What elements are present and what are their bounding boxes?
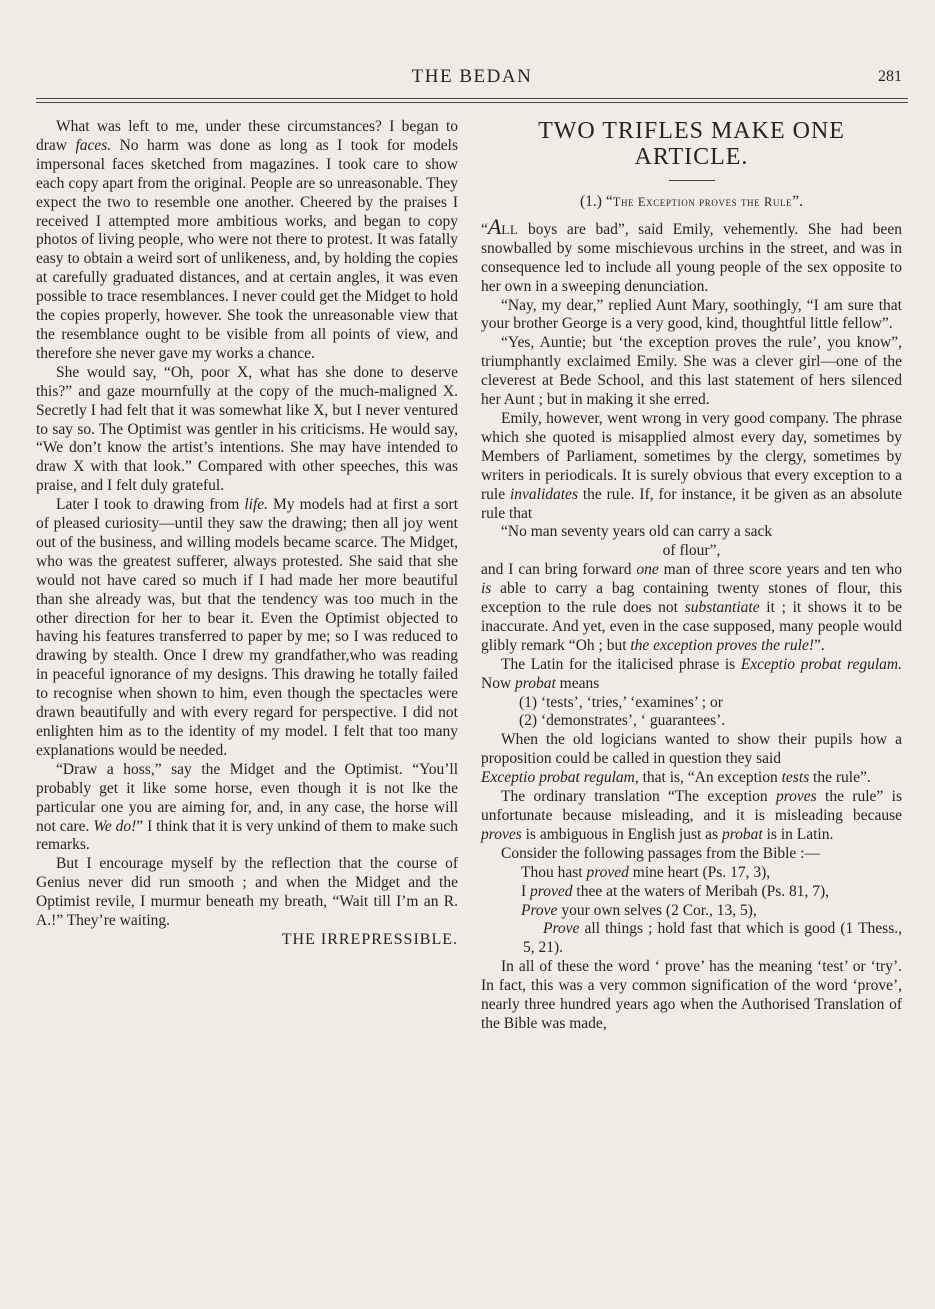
paragraph: Later I took to drawing from life. My models had at first a sort of pleased curiosity—until they saw the drawing; then all joy went out of the business, and willing models became scarce. The Midget, who was the greatest sufferer, always protested. She said that she would not have cared so much if I had made her more beautiful than she already was, but that the tendency was too much in the other direction for her to bear it. Even the Optimist objected to having his features transferred to paper by me; so I was reduced to drawing by stealth. Once I drew my grandfather,who was reading in peaceful ignorance of my designs. This drawing he totally failed to recognise when shown to him, even though the spectacles were drawn beautifully and with every regard for perspective. I did not enlighten him as to the identity of my model. I felt that too many explanations would be needed. xyxy=(36,496,458,759)
drop-cap: A xyxy=(487,213,502,239)
right-column xyxy=(481,118,902,1034)
bible-verse: Thou hast proved mine heart (Ps. 17, 3), xyxy=(521,863,771,881)
paragraph: Emily, however, went wrong in very good company. The phrase which she quoted is misapplied almost every day, sometimes by Members of Parliament, sometimes by the clergy, sometimes by writers in periodicals. It is surely obvious that every exception to a rule invalidates the rule. If, for instance, it be given as an absolute rule that xyxy=(481,409,902,522)
paragraph: Exceptio probat regulam, that is, “An exception tests the rule”. xyxy=(481,769,871,787)
header-rule xyxy=(36,98,908,103)
bible-verse: I proved thee at the waters of Meribah (Ps. 81, 7), xyxy=(521,882,830,900)
paragraph: “ALL boys are bad”, said Emily, vehemently. She had been snowballed by some mischievous urchins in the street, and was in consequence led to include all young people of the sex opposite to her own in a sweeping denunciation. xyxy=(481,213,902,295)
paragraph: The Latin for the italicised phrase is Exceptio probat regulam. Now probat means xyxy=(481,655,902,692)
paragraph: What was left to me, under these circumstances? I began to draw faces. No harm was done as long as I took for models impersonal faces sketched from magazines. I took care to show each copy apart from the original. People are so unreasonable. They expect the two to resemble one another. Cheered by the praises I received I attempted more ambitious works, and began to copy photos of living people, who were not there to protest. It was fatally easy to obtain a weird sort of unlikeness, and, by holding the copies at carefully graduated distances, and at certain angles, it was even possible to trace resemblances. I never could get the Midget to hold the copies properly, however. She took the unreasonable view that the resemblance ought to be visible from all points of view, and therefore she never gave my works a chance. xyxy=(36,118,458,362)
author-signature: THE IRREPRESSIBLE. xyxy=(281,930,458,948)
paragraph: The ordinary translation “The exception proves the rule” is unfortunate because misleading, and it is misleading because proves is ambiguous in English just as probat is in Latin. xyxy=(481,788,902,843)
list-item: (2) ‘demonstrates’, ‘ guarantees’. xyxy=(519,712,726,730)
section-heading: (1.) “The Exception proves the Rule”. xyxy=(580,193,803,210)
bible-verse: Prove your own selves (2 Cor., 13, 5), xyxy=(521,901,757,919)
paragraph: and I can bring forward one man of three score years and ten who is able to carry a bag containing twenty stones of flour, this exception to the rule does not substantiate it ; it shows it to be inaccurate. And yet, even in the case supposed, many people would glibly remark “Oh ; but the exception proves the rule!”. xyxy=(481,561,903,654)
paragraph: “Nay, my dear,” replied Aunt Mary, soothingly, “I am sure that your brother George is a very good, kind, thoughtful little fellow”. xyxy=(481,296,902,333)
article-title: TWO TRIFLES MAKE ONE ARTICLE. xyxy=(538,118,845,170)
paragraph: In all of these the word ‘ prove’ has the meaning ‘test’ or ‘try’. In fact, this was a very common signification of the word ‘prove’, nearly three hundred years ago when the Authorised Translation of the Bible was made, xyxy=(481,958,902,1032)
left-column xyxy=(36,118,458,950)
page-number: 281 xyxy=(878,68,902,85)
quoted-rule: “No man seventy years old can carry a sack xyxy=(501,523,773,541)
paragraph: But I encourage myself by the reflection that the course of Genius never did run smooth ; and when the Midget and the Optimist revile, I murmur beneath my breath, “Wait till I’m an R. A.!” They’re waiting. xyxy=(36,855,458,930)
paragraph: When the old logicians wanted to show their pupils how a proposition could be called in question they said xyxy=(481,731,902,768)
page-header xyxy=(36,66,908,94)
quoted-rule-end: of flour”, xyxy=(662,542,721,560)
paragraph: “Draw a hoss,” say the Midget and the Optimist. “You’ll probably get it like some horse, even though it is not lke the particular one you are aiming for, and, in any case, the horse will not care. We do!” I think that it is very unkind of them to make such remarks. xyxy=(36,760,458,854)
list-item: (1) ‘tests’, ‘tries,’ ‘examines’ ; or xyxy=(519,693,723,711)
bible-verse: Prove all things ; hold fast that which is good (1 Thess., 5, 21). xyxy=(523,920,902,957)
paragraph: “Yes, Auntie; but ‘the exception proves the rule’, you know”, triumphantly exclaimed Emily. She was a clever girl—one of the cleverest at Bede School, and this last statement of hers silenced her Aunt ; but in making it she erred. xyxy=(481,334,902,409)
paragraph: Consider the following passages from the Bible :— xyxy=(501,844,820,862)
paragraph: She would say, “Oh, poor X, what has she done to deserve this?” and gaze mournfully at the copy of the much-maligned X. Secretly I had felt that it was somewhat like X, but I never ventured to say so. The Optimist was gentler in his criticisms. He would say, “We don’t know the artist’s intentions. She may have intended to draw X with that look.” Compared with other speeches, this was praise, and I felt duly grateful. xyxy=(36,363,458,495)
title-rule xyxy=(669,180,715,181)
running-title: THE BEDAN xyxy=(411,66,533,87)
